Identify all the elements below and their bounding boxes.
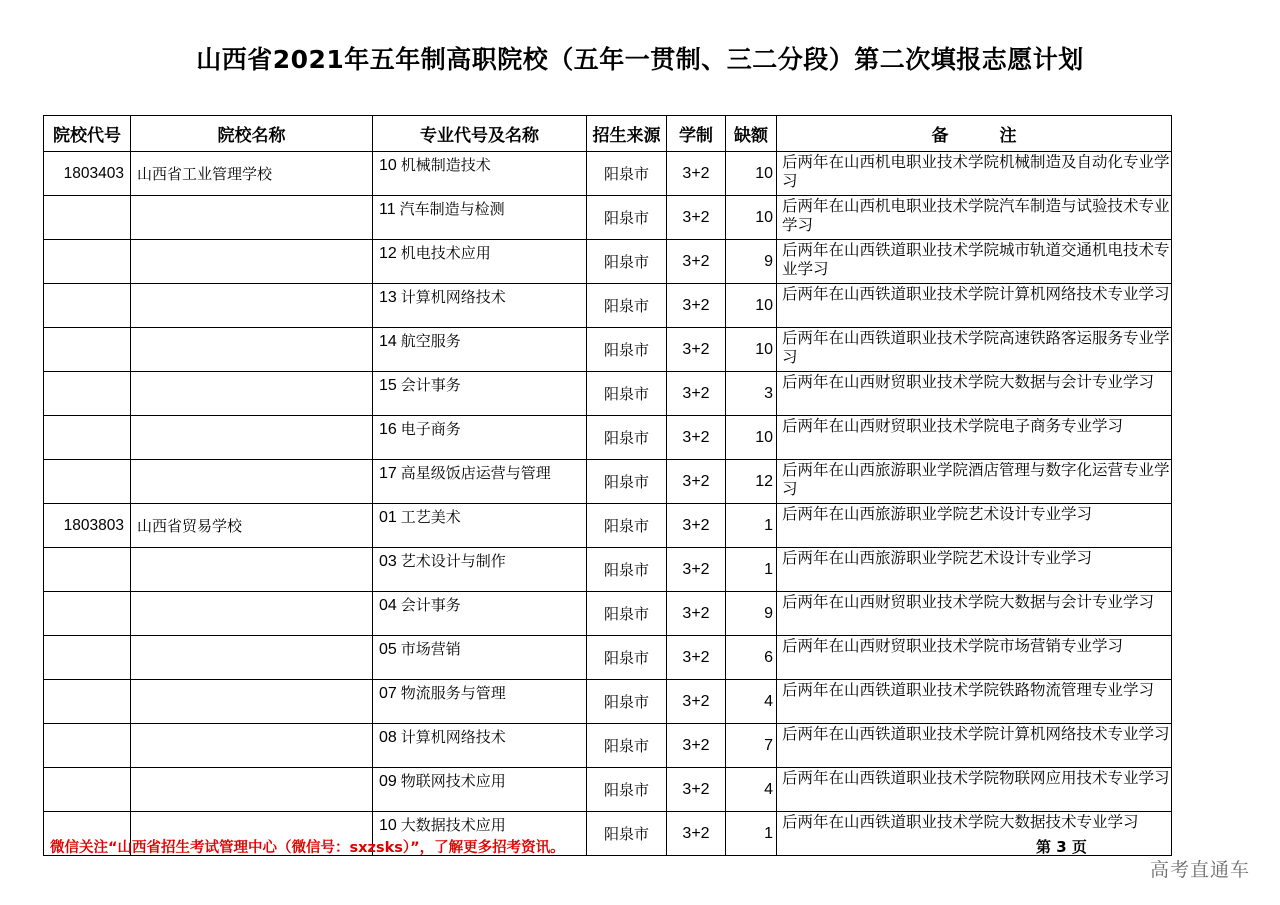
page-number: 第 3 页: [1036, 838, 1087, 856]
vacancy-cell: 10: [726, 196, 777, 240]
source-cell: 阳泉市: [587, 724, 667, 768]
length-cell: 3+2: [667, 636, 726, 680]
table-row: [44, 724, 1172, 768]
table-row: [44, 416, 1172, 460]
source-cell: 阳泉市: [587, 768, 667, 812]
vacancy-cell: 9: [726, 592, 777, 636]
table-row: [44, 284, 1172, 328]
school-name-cell: [131, 196, 373, 240]
major-number: 14: [379, 333, 397, 350]
school-name-cell: [131, 284, 373, 328]
enrollment-plan-table: [43, 115, 1172, 856]
major-number: 07: [379, 685, 397, 702]
source-cell: 阳泉市: [587, 592, 667, 636]
major-name: 计算机网络技术: [400, 288, 506, 306]
major-cell: [373, 724, 587, 768]
length-cell: 3+2: [667, 812, 726, 856]
major-number: 09: [379, 773, 397, 790]
source-cell: 阳泉市: [587, 240, 667, 284]
table-row: [44, 636, 1172, 680]
major-number: 16: [379, 421, 397, 438]
school-code-cell: [44, 240, 131, 284]
school-name-cell: [131, 592, 373, 636]
length-cell: 3+2: [667, 768, 726, 812]
note-cell: 后两年在山西铁道职业技术学院物联网应用技术专业学习: [777, 768, 1172, 812]
school-name-cell: 山西省工业管理学校: [131, 152, 373, 196]
school-code-cell: [44, 328, 131, 372]
vacancy-cell: 12: [726, 460, 777, 504]
source-cell: 阳泉市: [587, 328, 667, 372]
source-cell: 阳泉市: [587, 504, 667, 548]
note-cell: 后两年在山西机电职业技术学院机械制造及自动化专业学习: [777, 152, 1172, 196]
note-cell: 后两年在山西铁道职业技术学院大数据技术专业学习: [777, 812, 1172, 856]
major-name: 工艺美术: [400, 508, 461, 526]
note-cell: 后两年在山西财贸职业技术学院市场营销专业学习: [777, 636, 1172, 680]
major-name: 航空服务: [400, 332, 461, 350]
note-cell: 后两年在山西财贸职业技术学院电子商务专业学习: [777, 416, 1172, 460]
table-header-row: [44, 116, 1172, 152]
school-code-cell: [44, 680, 131, 724]
major-cell: [373, 460, 587, 504]
major-cell: [373, 328, 587, 372]
school-name-cell: [131, 372, 373, 416]
school-code-cell: [44, 284, 131, 328]
length-cell: 3+2: [667, 240, 726, 284]
school-code-cell: 1803403: [44, 152, 131, 196]
major-cell: [373, 592, 587, 636]
vacancy-cell: 6: [726, 636, 777, 680]
length-cell: 3+2: [667, 328, 726, 372]
school-code-cell: [44, 372, 131, 416]
major-name: 会计事务: [400, 376, 461, 394]
source-cell: 阳泉市: [587, 680, 667, 724]
major-number: 10: [379, 817, 397, 834]
school-name-cell: [131, 416, 373, 460]
school-code-cell: [44, 636, 131, 680]
school-name-cell: 山西省贸易学校: [131, 504, 373, 548]
table-row: [44, 196, 1172, 240]
header-vacancy: 缺额: [726, 116, 777, 152]
school-code-cell: [44, 196, 131, 240]
major-cell: [373, 680, 587, 724]
major-cell: [373, 636, 587, 680]
note-cell: 后两年在山西旅游职业学院艺术设计专业学习: [777, 548, 1172, 592]
major-number: 11: [379, 201, 396, 218]
major-name: 大数据技术应用: [400, 816, 506, 834]
major-name: 会计事务: [400, 596, 461, 614]
length-cell: 3+2: [667, 372, 726, 416]
header-school-code: 院校代号: [44, 116, 131, 152]
header-school-name: 院校名称: [131, 116, 373, 152]
table-row: [44, 240, 1172, 284]
table-row: [44, 504, 1172, 548]
note-cell: 后两年在山西财贸职业技术学院大数据与会计专业学习: [777, 372, 1172, 416]
major-cell: [373, 284, 587, 328]
source-cell: 阳泉市: [587, 812, 667, 856]
major-name: 汽车制造与检测: [399, 200, 505, 218]
major-name: 物流服务与管理: [400, 684, 506, 702]
major-cell: [373, 372, 587, 416]
major-cell: [373, 768, 587, 812]
vacancy-cell: 4: [726, 680, 777, 724]
school-code-cell: [44, 768, 131, 812]
school-code-cell: [44, 416, 131, 460]
major-name: 艺术设计与制作: [400, 552, 506, 570]
major-number: 08: [379, 729, 397, 746]
wechat-notice: 微信关注“山西省招生考试管理中心（微信号：sxzsks）”，了解更多招考资讯。: [50, 840, 565, 856]
school-code-cell: 1803803: [44, 504, 131, 548]
school-name-cell: [131, 636, 373, 680]
source-cell: 阳泉市: [587, 284, 667, 328]
length-cell: 3+2: [667, 504, 726, 548]
major-name: 计算机网络技术: [400, 728, 506, 746]
source-cell: 阳泉市: [587, 416, 667, 460]
length-cell: 3+2: [667, 724, 726, 768]
source-cell: 阳泉市: [587, 636, 667, 680]
source-cell: 阳泉市: [587, 548, 667, 592]
school-name-cell: [131, 548, 373, 592]
note-cell: 后两年在山西机电职业技术学院汽车制造与试验技术专业学习: [777, 196, 1172, 240]
school-code-cell: [44, 548, 131, 592]
source-cell: 阳泉市: [587, 460, 667, 504]
school-name-cell: [131, 680, 373, 724]
note-cell: 后两年在山西铁道职业技术学院高速铁路客运服务专业学习: [777, 328, 1172, 372]
header-source: 招生来源: [587, 116, 667, 152]
major-number: 04: [379, 597, 397, 614]
table-row: [44, 328, 1172, 372]
major-name: 高星级饭店运营与管理: [400, 464, 551, 482]
school-name-cell: [131, 768, 373, 812]
major-number: 13: [379, 289, 397, 306]
major-name: 机械制造技术: [400, 156, 491, 174]
table-body: [44, 152, 1172, 856]
note-cell: 后两年在山西铁道职业技术学院计算机网络技术专业学习: [777, 284, 1172, 328]
source-cell: 阳泉市: [587, 196, 667, 240]
length-cell: 3+2: [667, 196, 726, 240]
major-name: 物联网技术应用: [400, 772, 506, 790]
major-cell: [373, 548, 587, 592]
header-length: 学制: [667, 116, 726, 152]
school-code-cell: [44, 592, 131, 636]
table-row: [44, 460, 1172, 504]
vacancy-cell: 1: [726, 812, 777, 856]
table-row: [44, 680, 1172, 724]
major-number: 01: [379, 509, 397, 526]
major-number: 03: [379, 553, 397, 570]
length-cell: 3+2: [667, 548, 726, 592]
major-name: 市场营销: [400, 640, 461, 658]
major-name: 机电技术应用: [400, 244, 491, 262]
header-major: 专业代号及名称: [373, 116, 587, 152]
school-name-cell: [131, 328, 373, 372]
major-name: 电子商务: [400, 420, 461, 438]
length-cell: 3+2: [667, 416, 726, 460]
vacancy-cell: 4: [726, 768, 777, 812]
length-cell: 3+2: [667, 460, 726, 504]
major-number: 15: [379, 377, 397, 394]
note-cell: 后两年在山西财贸职业技术学院大数据与会计专业学习: [777, 592, 1172, 636]
page-title: 山西省2021年五年制高职院校（五年一贯制、三二分段）第二次填报志愿计划: [196, 45, 1084, 74]
length-cell: 3+2: [667, 284, 726, 328]
vacancy-cell: 10: [726, 416, 777, 460]
major-number: 12: [379, 245, 397, 262]
note-cell: 后两年在山西铁道职业技术学院铁路物流管理专业学习: [777, 680, 1172, 724]
major-number: 10: [379, 157, 397, 174]
header-note: 备 注: [777, 116, 1172, 152]
school-name-cell: [131, 240, 373, 284]
length-cell: 3+2: [667, 152, 726, 196]
vacancy-cell: 10: [726, 284, 777, 328]
watermark: 高考直通车: [1149, 859, 1250, 881]
source-cell: 阳泉市: [587, 152, 667, 196]
length-cell: 3+2: [667, 680, 726, 724]
vacancy-cell: 1: [726, 504, 777, 548]
note-cell: 后两年在山西旅游职业学院酒店管理与数字化运营专业学习: [777, 460, 1172, 504]
major-number: 05: [379, 641, 397, 658]
note-cell: 后两年在山西铁道职业技术学院计算机网络技术专业学习: [777, 724, 1172, 768]
school-code-cell: [44, 724, 131, 768]
vacancy-cell: 7: [726, 724, 777, 768]
source-cell: 阳泉市: [587, 372, 667, 416]
major-number: 17: [379, 465, 397, 482]
vacancy-cell: 9: [726, 240, 777, 284]
note-cell: 后两年在山西旅游职业学院艺术设计专业学习: [777, 504, 1172, 548]
major-cell: [373, 416, 587, 460]
vacancy-cell: 3: [726, 372, 777, 416]
table-row: [44, 548, 1172, 592]
major-cell: [373, 504, 587, 548]
school-name-cell: [131, 724, 373, 768]
school-name-cell: [131, 460, 373, 504]
major-cell: [373, 240, 587, 284]
table-row: [44, 768, 1172, 812]
length-cell: 3+2: [667, 592, 726, 636]
table-row: [44, 592, 1172, 636]
major-cell: [373, 196, 587, 240]
note-cell: 后两年在山西铁道职业技术学院城市轨道交通机电技术专业学习: [777, 240, 1172, 284]
vacancy-cell: 10: [726, 328, 777, 372]
table-row: [44, 152, 1172, 196]
table-row: [44, 372, 1172, 416]
school-code-cell: [44, 460, 131, 504]
major-cell: [373, 152, 587, 196]
vacancy-cell: 1: [726, 548, 777, 592]
vacancy-cell: 10: [726, 152, 777, 196]
